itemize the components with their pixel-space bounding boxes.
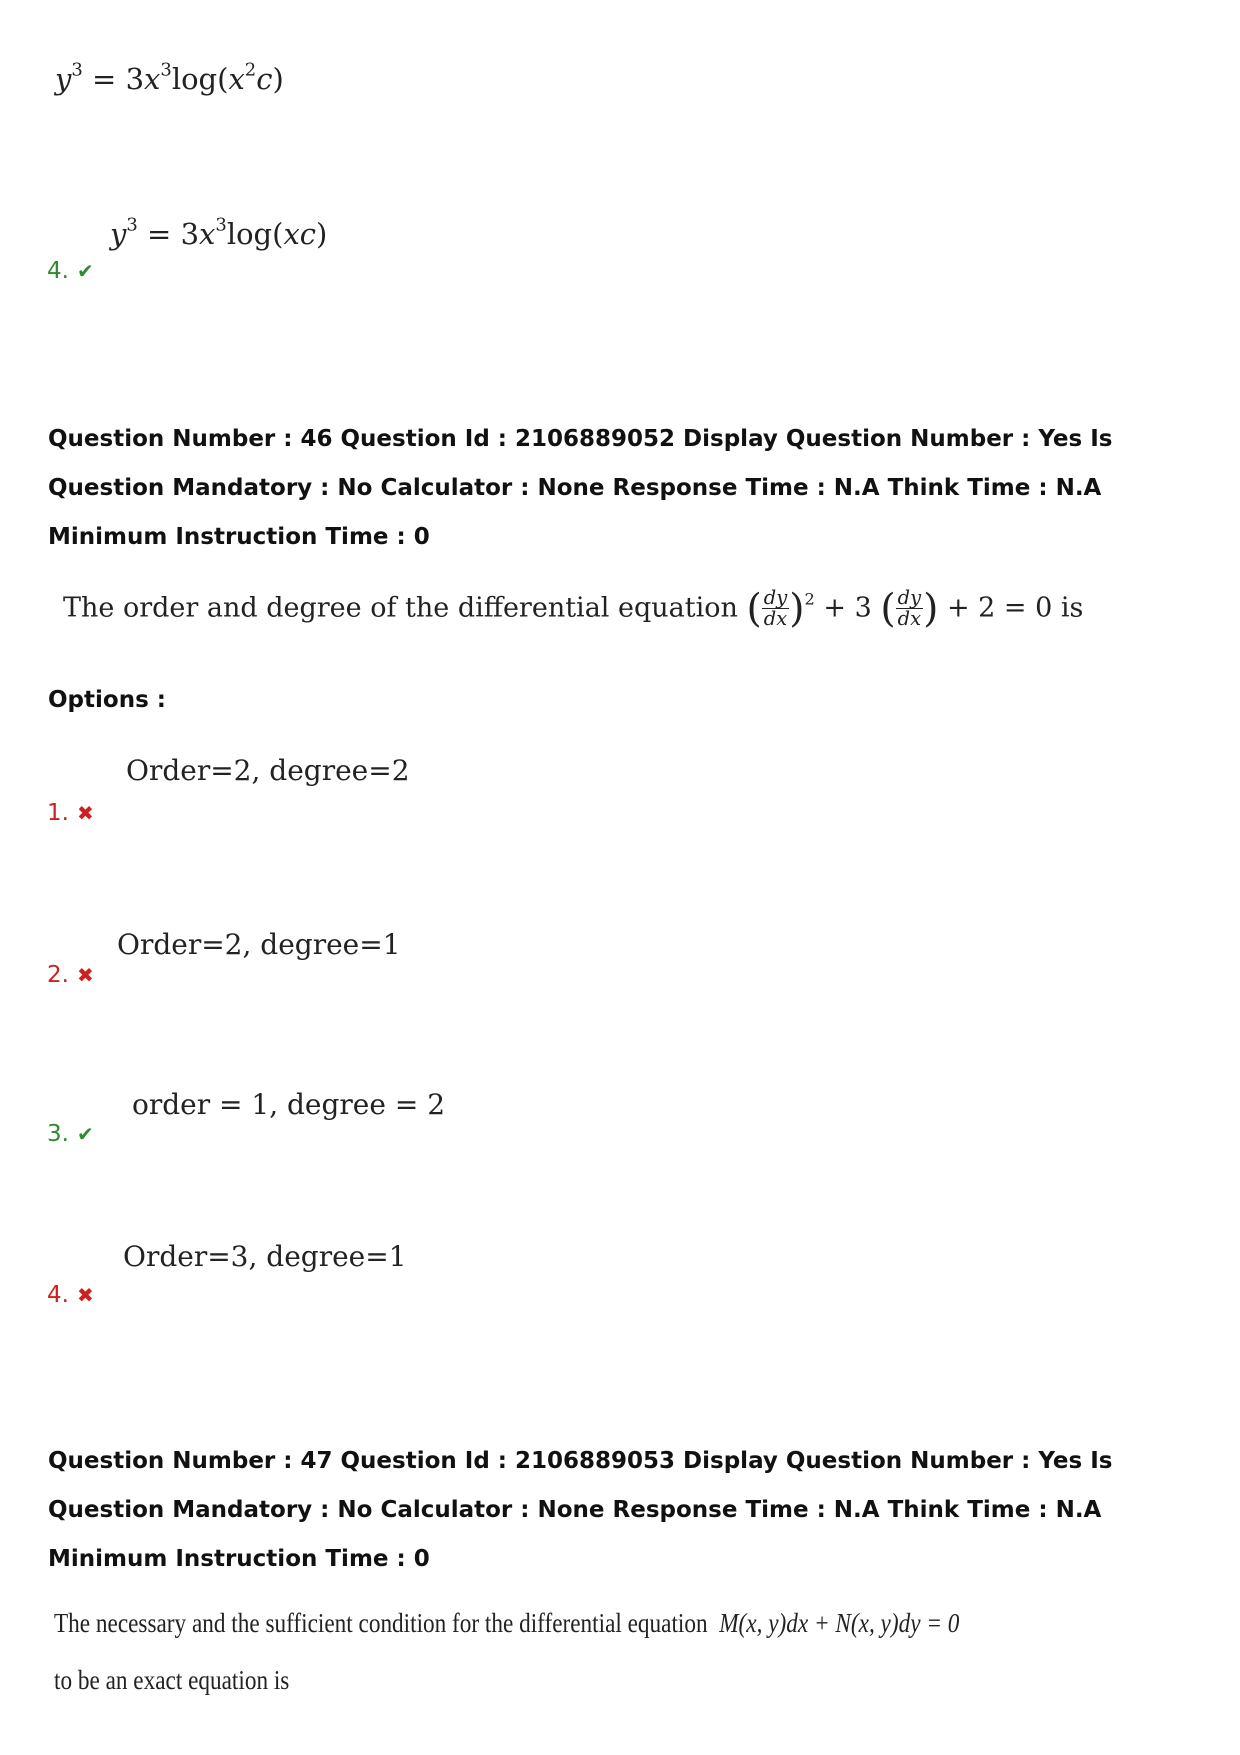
question-47-header: Question Number : 47 Question Id : 2106889053 Display Question Number : Yes Is Question Mandatory : No Calculator : None Response Time : N.A Think Time : N.A Minimum Instruction Time : 0	[48, 1448, 1113, 1572]
option-4-label	[47, 1282, 94, 1308]
prev-option-3-math: $y^3 = 3x^3\log(x^2c)$	[55, 59, 284, 96]
stem-coef: + 3	[823, 592, 872, 624]
option-number: 4.	[47, 258, 69, 284]
question-47-stem-line1: The necessary and the sufficient condition for the differential equation M(x, y)dx + N(x, y)dy = 0	[54, 1608, 960, 1638]
cross-icon: ✖	[76, 801, 94, 825]
option-number: 3.	[47, 1121, 69, 1147]
question-47-equation: M(x, y)dx + N(x, y)dy = 0	[719, 1608, 960, 1638]
option-2-label	[47, 962, 94, 988]
option-number: 4.	[47, 1282, 69, 1308]
option-number: 2.	[47, 962, 69, 988]
stem-prefix: The order and degree of the differential equation	[63, 592, 738, 624]
prev-option-4-label	[47, 258, 94, 284]
option-3-label	[47, 1121, 94, 1147]
question-46-header: Question Number : 46 Question Id : 2106889052 Display Question Number : Yes Is Question Mandatory : No Calculator : None Response Time : N.A Think Time : N.A Minimum Instruction Time : 0	[48, 426, 1113, 550]
options-title: Options :	[48, 687, 166, 713]
question-47-stem-line2: to be an exact equation is	[54, 1665, 290, 1695]
check-icon: ✔	[76, 259, 94, 283]
option-1-label	[47, 800, 94, 826]
check-icon: ✔	[76, 1122, 94, 1146]
prev-option-4-math: $y^3 = 3x^3\log(xc)$	[110, 214, 328, 251]
option-2-text: Order=2, degree=1	[117, 928, 401, 961]
stem-suffix: + 2 = 0 is	[946, 592, 1084, 624]
question-46-stem: The order and degree of the differential equation ( $\frac{dy}{dx}$ )$^2$ + 3 ( $\frac{dy}{dx}$ ) + 2 = 0 is	[63, 586, 1084, 632]
cross-icon: ✖	[76, 1283, 94, 1307]
option-3-text: order = 1, degree = 2	[132, 1088, 446, 1121]
option-4-text: Order=3, degree=1	[123, 1240, 407, 1273]
option-1-text: Order=2, degree=2	[126, 754, 410, 787]
cross-icon: ✖	[76, 963, 94, 987]
option-number: 1.	[47, 800, 69, 826]
